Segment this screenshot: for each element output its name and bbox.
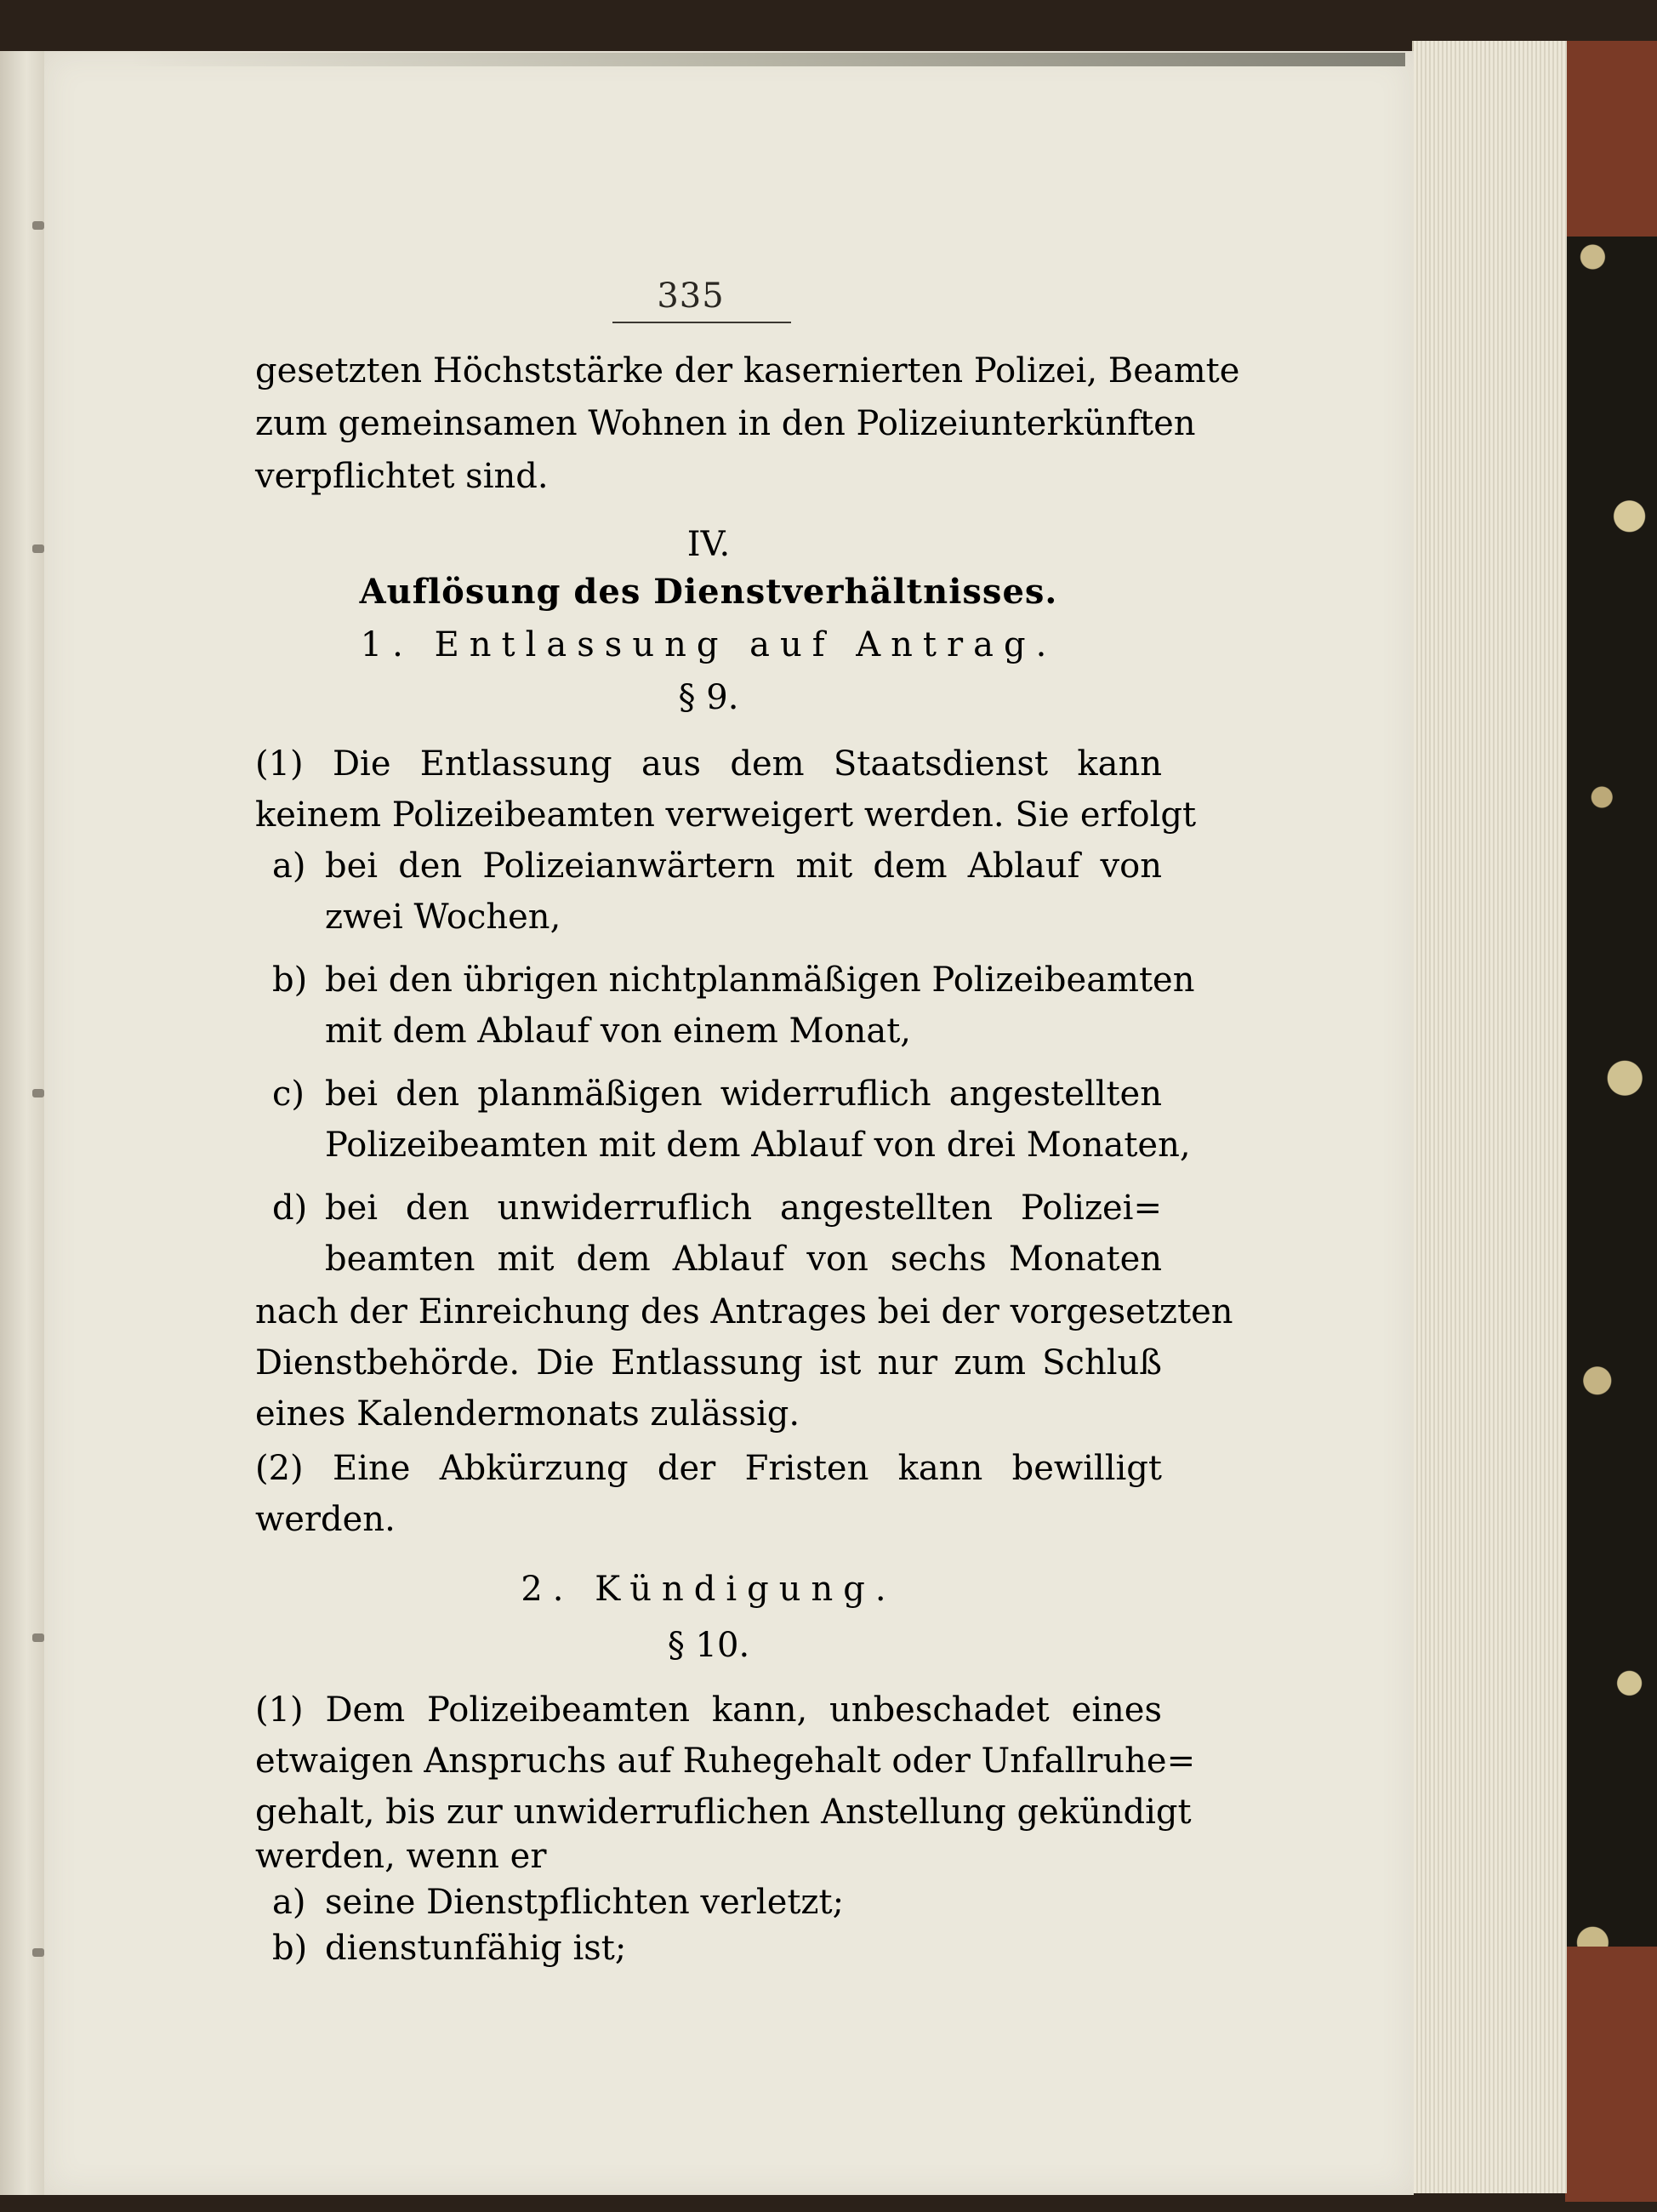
- binding-stitch: [32, 221, 44, 230]
- list-item-text: dienstunfähig ist;: [325, 1929, 627, 1968]
- text-line: werden.: [255, 1500, 396, 1539]
- list-item-text: bei den übrigen nichtplanmäßigen Polizeibeamten: [325, 961, 1195, 1000]
- facing-page-edge: [0, 51, 46, 2195]
- text-line: keinem Polizeibeamten verweigert werden. Sie erfolgt: [255, 795, 1197, 835]
- list-item-letter: d): [272, 1189, 308, 1228]
- paragraph-heading: § 9.: [678, 678, 739, 717]
- list-item-text: seine Dienstpflichten verletzt;: [325, 1883, 845, 1922]
- text-line: (2) Eine Abkürzung der Fristen kann bewilligt: [255, 1449, 1162, 1488]
- list-item-letter: a): [272, 847, 306, 886]
- list-item-text: mit dem Ablauf von einem Monat,: [325, 1012, 911, 1051]
- text-line: werden, wenn er: [255, 1837, 547, 1876]
- cover-corner-bottom: [1565, 1947, 1657, 2202]
- binding-stitch: [32, 544, 44, 553]
- page-number-rule: [612, 322, 791, 323]
- text-line: verpflichtet sind.: [255, 457, 549, 496]
- list-item-text: bei den planmäßigen widerruflich angestellten: [325, 1075, 1162, 1114]
- text-line: (1) Dem Polizeibeamten kann, unbeschadet eines: [255, 1690, 1162, 1730]
- text-line: Dienstbehörde. Die Entlassung ist nur zum Schluß: [255, 1343, 1162, 1382]
- list-item-letter: a): [272, 1883, 306, 1922]
- text-line: zum gemeinsamen Wohnen in den Polizeiunterkünften: [255, 404, 1196, 443]
- subsection-heading: 1. Entlassung auf Antrag.: [360, 625, 1057, 664]
- list-item-text: zwei Wochen,: [325, 898, 561, 937]
- text-line: nach der Einreichung des Antrages bei der vorgesetzten: [255, 1292, 1233, 1331]
- page-number: 335: [657, 276, 725, 316]
- list-item-letter: b): [272, 961, 308, 1000]
- list-item-letter: b): [272, 1929, 308, 1968]
- binding-stitch: [32, 1633, 44, 1642]
- text-line: eines Kalendermonats zulässig.: [255, 1394, 800, 1434]
- text-line: (1) Die Entlassung aus dem Staatsdienst kann: [255, 744, 1162, 784]
- list-item-text: bei den Polizeianwärtern mit dem Ablauf von: [325, 847, 1162, 886]
- cover-corner-top: [1565, 41, 1657, 237]
- list-item-letter: c): [272, 1075, 305, 1114]
- book-page: [44, 51, 1414, 2195]
- text-line: gesetzten Höchststärke der kasernierten Polizei, Beamte: [255, 351, 1240, 391]
- text-line: gehalt, bis zur unwiderruflichen Anstellung gekündigt: [255, 1793, 1192, 1832]
- text-line: etwaigen Anspruchs auf Ruhegehalt oder Unfallruhe=: [255, 1742, 1196, 1781]
- binding-stitch: [32, 1948, 44, 1957]
- subsection-heading: 2. Kündigung.: [521, 1570, 897, 1609]
- paragraph-heading: § 10.: [667, 1626, 750, 1665]
- list-item-text: bei den unwiderruflich angestellten Polizei=: [325, 1189, 1162, 1228]
- page-top-edge: [129, 53, 1405, 66]
- section-title: Auflösung des Dienstverhältnisses.: [359, 572, 1058, 612]
- marbled-cover: [1565, 41, 1657, 2202]
- binding-stitch: [32, 1089, 44, 1097]
- section-numeral: IV.: [686, 525, 731, 564]
- list-item-text: Polizeibeamten mit dem Ablauf von drei Monaten,: [325, 1126, 1191, 1165]
- list-item-text: beamten mit dem Ablauf von sechs Monaten: [325, 1240, 1162, 1279]
- page-block-edge: [1412, 41, 1567, 2193]
